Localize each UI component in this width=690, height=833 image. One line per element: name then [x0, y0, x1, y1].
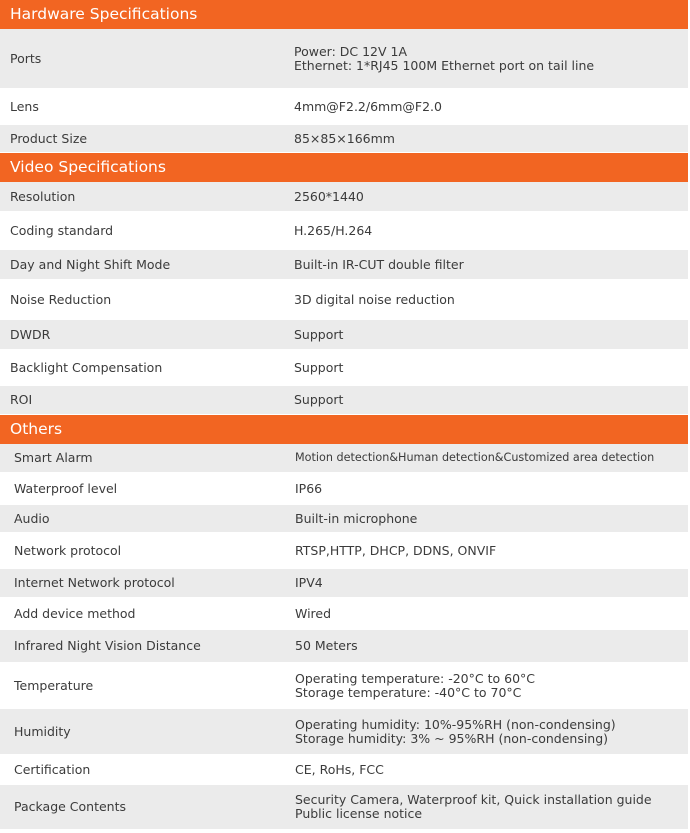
spec-value [295, 533, 687, 568]
spec-label: Audio [14, 510, 50, 526]
spec-value-line: Support [294, 392, 344, 407]
spec-value [294, 125, 686, 152]
spec-label: Internet Network protocol [14, 575, 175, 590]
spec-row-temperature [0, 663, 688, 709]
spec-value [294, 280, 686, 319]
spec-row-humidity [0, 709, 688, 755]
spec-value-line: Ethernet: 1*RJ45 100M Ethernet port on tail line [294, 57, 595, 73]
spec-label: Day and Night Shift Mode [10, 256, 171, 272]
section-header-hardware-specifications: Hardware Specifications [0, 0, 688, 29]
spec-value-line: Operating temperature: -20°C to 60°C [295, 670, 535, 686]
spec-label: Add device method [14, 605, 136, 621]
spec-value-line: 3D digital noise reduction [294, 291, 455, 307]
spec-label: ROI [10, 392, 33, 407]
spec-value-line: Power: DC 12V 1A [294, 43, 408, 59]
spec-row-backlight-compensation [0, 350, 688, 386]
spec-row-add-device-method [0, 598, 688, 630]
spec-row-waterproof-level [0, 473, 688, 505]
spec-row-coding-standard [0, 212, 688, 250]
spec-value-line: H.265/H.264 [294, 222, 373, 238]
spec-value [295, 569, 687, 597]
spec-row-certification [0, 755, 688, 785]
spec-label: Smart Alarm [14, 450, 93, 465]
spec-value [294, 350, 686, 385]
spec-value [294, 89, 686, 124]
spec-row-package-contents [0, 785, 688, 830]
spec-row-infrared-night-vision-distance [0, 630, 688, 663]
spec-value-line: Built-in IR-CUT double filter [294, 256, 464, 272]
spec-value-line: Operating humidity: 10%-95%RH (non-condensing) [295, 716, 616, 732]
spec-value [294, 212, 686, 249]
spec-row-internet-network-protocol [0, 569, 688, 598]
spec-value-line: 4mm@F2.2/6mm@F2.0 [294, 98, 442, 114]
spec-value-line: Built-in microphone [295, 510, 418, 526]
spec-value-line: Wired [295, 605, 332, 621]
spec-row-network-protocol [0, 533, 688, 569]
spec-value [294, 182, 686, 211]
spec-label: Noise Reduction [10, 291, 112, 307]
spec-label: Product Size [10, 130, 88, 146]
spec-label: DWDR [10, 326, 51, 342]
spec-row-audio [0, 505, 688, 533]
spec-value-line: 2560*1440 [294, 188, 364, 204]
spec-label: Backlight Compensation [10, 359, 163, 375]
spec-value [295, 709, 687, 754]
spec-row-ports [0, 29, 688, 89]
spec-value-line: IP66 [295, 480, 323, 496]
spec-value [295, 785, 687, 829]
spec-value [294, 386, 686, 414]
spec-label: Network protocol [14, 542, 122, 558]
spec-value [295, 505, 687, 532]
spec-value-line: RTSP,HTTP, DHCP, DDNS, ONVIF [295, 542, 497, 558]
spec-row-smart-alarm [0, 444, 688, 473]
spec-label: Waterproof level [14, 480, 118, 496]
spec-value-line: IPV4 [295, 575, 323, 590]
spec-value-line: Storage temperature: -40°C to 70°C [295, 684, 522, 700]
section-header-others: Others [0, 415, 688, 444]
spec-label: Resolution [10, 188, 76, 204]
spec-value [294, 320, 686, 349]
spec-value [295, 473, 687, 504]
spec-value-line: Security Camera, Waterproof kit, Quick installation guide [295, 792, 652, 807]
spec-label: Ports [10, 50, 42, 66]
spec-value [295, 630, 687, 662]
spec-value-line: Storage humidity: 3% ~ 95%RH (non-condensing) [295, 730, 609, 746]
spec-label: Package Contents [14, 799, 127, 814]
spec-value-line: CE, RoHs, FCC [295, 761, 384, 777]
spec-value-line: 85×85×166mm [294, 130, 395, 146]
spec-value [295, 663, 687, 708]
spec-value-line: Public license notice [295, 806, 423, 821]
spec-value [294, 250, 686, 279]
spec-label: Humidity [14, 723, 71, 739]
spec-label: Certification [14, 761, 91, 777]
section-header-video-specifications: Video Specifications [0, 153, 688, 182]
spec-label: Temperature [14, 677, 94, 693]
spec-row-resolution [0, 182, 688, 212]
spec-row-noise-reduction [0, 280, 688, 320]
spec-value-line: Support [294, 359, 344, 375]
spec-row-roi [0, 386, 688, 415]
spec-value [295, 598, 687, 629]
spec-value [295, 755, 687, 784]
spec-row-dwdr [0, 320, 688, 350]
spec-value-line: Support [294, 326, 344, 342]
spec-row-day-and-night-shift-mode [0, 250, 688, 280]
spec-row-lens [0, 89, 688, 125]
spec-row-product-size [0, 125, 688, 153]
spec-value [294, 29, 686, 88]
spec-label: Lens [10, 98, 39, 114]
spec-value-line: Motion detection&Human detection&Customized area detection [295, 451, 655, 464]
spec-label: Coding standard [10, 222, 114, 238]
spec-value [295, 444, 687, 472]
spec-value-line: 50 Meters [295, 638, 358, 653]
spec-label: Infrared Night Vision Distance [14, 638, 201, 653]
